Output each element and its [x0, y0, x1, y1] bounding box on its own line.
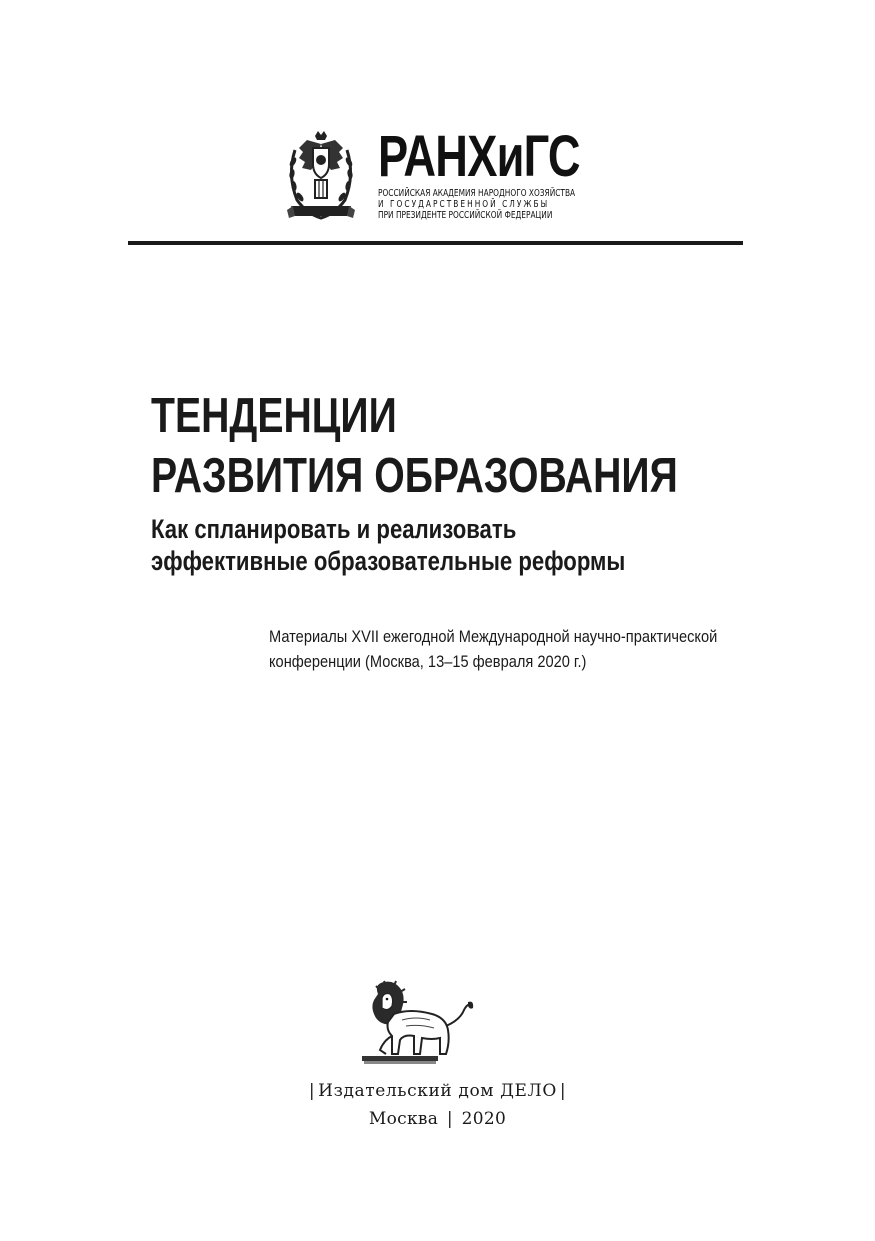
brand-subtitle	[378, 188, 590, 221]
book-subtitle	[151, 513, 625, 577]
conference-note	[269, 624, 717, 674]
book-title	[151, 386, 678, 506]
book-title-line1: ТЕНДЕНЦИИ	[151, 389, 397, 443]
publication-year: 2020	[461, 1109, 507, 1129]
publication-city: Москва	[368, 1109, 439, 1129]
brand-subtitle-line1: РОССИЙСКАЯ АКАДЕМИЯ НАРОДНОГО ХОЗЯЙСТВА	[378, 188, 576, 199]
publisher-pipe-left: |	[308, 1081, 316, 1101]
publisher-name	[0, 1079, 875, 1103]
city-year-pipe: |	[446, 1109, 453, 1129]
publisher-pipe-right: |	[559, 1081, 567, 1101]
eagle-emblem-icon	[285, 130, 357, 226]
book-subtitle-line1: Как спланировать и реализовать	[151, 514, 517, 544]
conference-note-line1: Материалы XVII ежегодной Международной научно-практической	[269, 627, 718, 646]
conference-note-line2: конференции (Москва, 13–15 февраля 2020 г.)	[269, 652, 587, 671]
book-subtitle-line2: эффективные образовательные реформы	[151, 546, 626, 576]
lion-icon	[360, 980, 475, 1066]
publisher-label: Издательский дом ДЕЛО	[318, 1081, 557, 1101]
publication-place-year	[0, 1107, 875, 1131]
brand-subtitle-line2: И ГОСУДАРСТВЕННОЙ СЛУЖБЫ	[378, 199, 550, 210]
brand-subtitle-line3: ПРИ ПРЕЗИДЕНТЕ РОССИЙСКОЙ ФЕДЕРАЦИИ	[378, 210, 553, 221]
brand-name: РАНХиГС	[378, 124, 580, 189]
header-divider	[128, 241, 743, 245]
book-title-line2: РАЗВИТИЯ ОБРАЗОВАНИЯ	[151, 449, 678, 503]
